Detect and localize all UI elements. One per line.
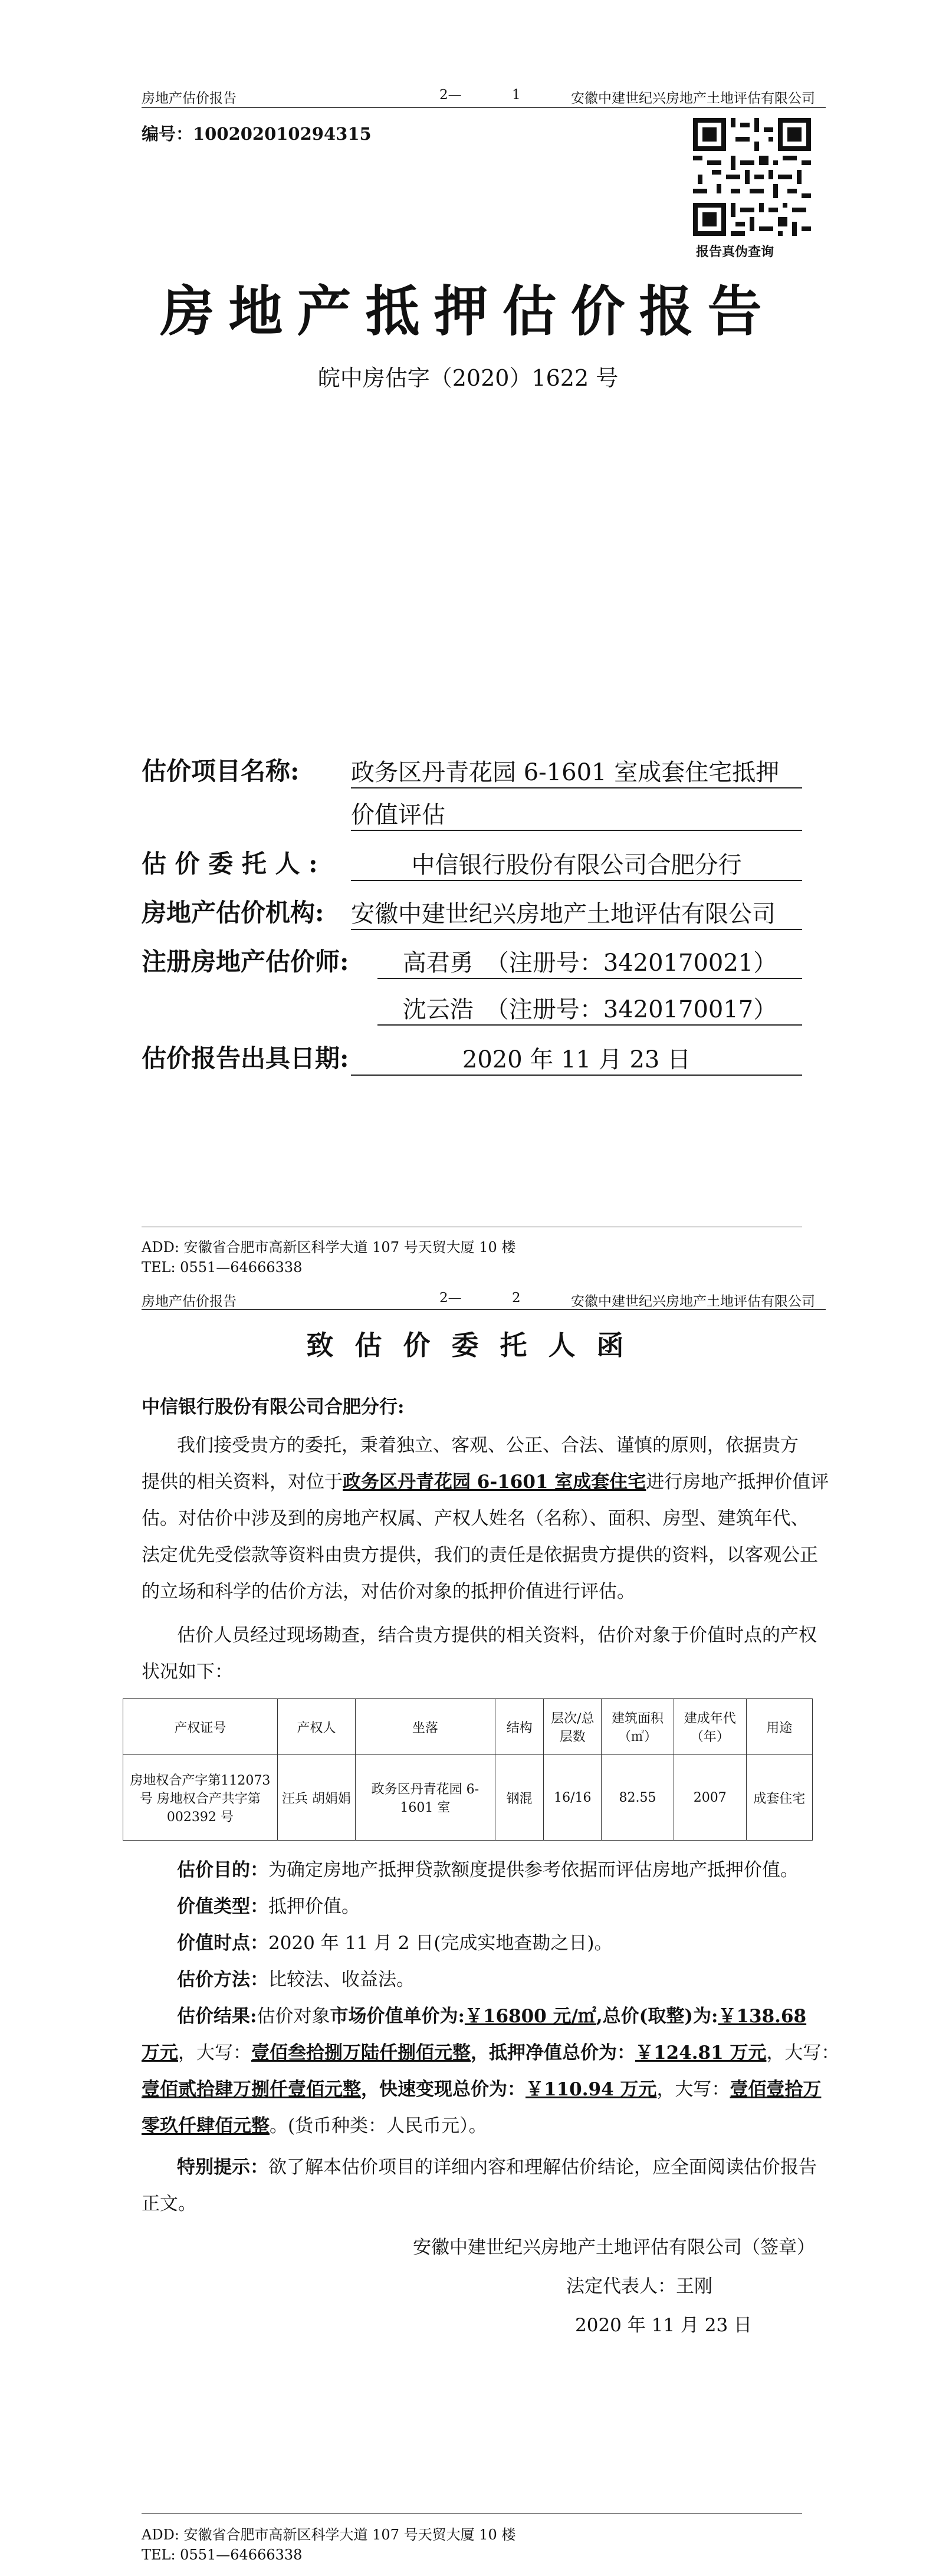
notice-label: 特别提示：: [177, 2157, 268, 2178]
table-header: 坐落: [356, 1699, 495, 1755]
total-price-words: 壹佰叁拾捌万陆仟捌佰元整: [251, 2042, 471, 2064]
addressee: 中信银行股份有限公司合肥分行:: [142, 1397, 405, 1418]
para1-line3: 估。对估价中涉及到的房地产权属、产权人姓名（名称）、面积、房型、建筑年代、: [142, 1508, 809, 1529]
header-right: 安徽中建世纪兴房地产土地评估有限公司: [571, 91, 815, 106]
notice-line2: 正文。: [142, 2193, 196, 2214]
qr-code-icon: [693, 118, 811, 236]
total-price-unit: 万元: [142, 2042, 178, 2064]
report-number: 皖中房估字（2020）1622 号: [317, 365, 619, 391]
footer-tel: TEL: 0551—64666338: [142, 2547, 303, 2563]
result-text: ,总价(取整)为:: [596, 2006, 718, 2027]
project-name-value: 政务区丹青花园 6-1601 室成套住宅抵押: [351, 754, 802, 788]
value-type-line: [177, 1888, 360, 1925]
letter-title: 致 估 价 委 托 人 函: [306, 1329, 630, 1361]
result-text: ，大写：: [766, 2042, 840, 2064]
appraiser-label: 注册房地产估价师:: [142, 947, 349, 976]
table-header: 用途: [746, 1699, 812, 1755]
value-date-value: 2020 年 11 月 2 日(完成实地查勘之日)。: [268, 1933, 613, 1954]
appraiser-1: 高君勇 （注册号：3420170021）: [377, 944, 802, 979]
quick-sale-value: ￥110.94 万元: [526, 2079, 657, 2100]
project-name-label: 估价项目名称:: [142, 757, 300, 786]
property-table: [123, 1698, 813, 1841]
result-text: 市场价值单价为:: [330, 2006, 465, 2027]
table-header: 产权人: [277, 1699, 355, 1755]
value-date-line: [177, 1925, 613, 1961]
purpose-line: [177, 1852, 799, 1888]
result-text: ，快速变现总价为：: [361, 2079, 526, 2100]
table-header: 建成年代（年）: [674, 1699, 746, 1755]
issue-date-value: 2020 年 11 月 23 日: [351, 1041, 802, 1076]
table-cell: 2007: [674, 1755, 746, 1841]
header-rule: [142, 107, 826, 108]
para1-line2-pre: 提供的相关资料，对位于: [142, 1471, 343, 1493]
value-type-label: 价值类型：: [177, 1896, 268, 1917]
purpose-value: 为确定房地产抵押贷款额度提供参考依据而评估房地产抵押价值。: [268, 1859, 799, 1881]
result-line2: [142, 2035, 839, 2071]
header-rule: [142, 1309, 826, 1310]
result-text: ，大写：: [656, 2079, 730, 2100]
table-header-row: [123, 1699, 813, 1755]
para1-line2: [142, 1464, 829, 1500]
table-cell: 钢混: [495, 1755, 544, 1841]
method-value: 比较法、收益法。: [268, 1969, 415, 1990]
result-text: 。(货币种类：人民币元）。: [270, 2115, 487, 2137]
sign-company: 安徽中建世纪兴房地产土地评估有限公司（签章）: [413, 2237, 815, 2258]
table-header: 层次/总层数: [544, 1699, 602, 1755]
header-left: 房地产估价报告: [142, 91, 237, 106]
table-cell: 汪兵 胡娟娟: [277, 1755, 355, 1841]
net-mortgage-value: ￥124.81 万元: [635, 2042, 767, 2064]
agency-label: 房地产估价机构:: [142, 898, 324, 927]
appraiser-2: 沈云浩 （注册号：3420170017）: [377, 991, 802, 1026]
footer-tel: TEL: 0551—64666338: [142, 1259, 303, 1276]
net-value-words: 壹佰贰拾肆万捌仟壹佰元整: [142, 2079, 361, 2100]
result-text: ，大写：: [178, 2042, 251, 2064]
table-cell: 16/16: [544, 1755, 602, 1841]
table-header: 结构: [495, 1699, 544, 1755]
serial-number: 编号：100202010294315: [142, 124, 372, 144]
unit-price: ￥16800 元/㎡: [464, 2006, 596, 2027]
report-title: 房地产抵押估价报告: [160, 280, 776, 343]
para2-line2: 状况如下：: [142, 1661, 233, 1683]
notice-text: 欲了解本估价项目的详细内容和理解估价结论，应全面阅读估价报告: [268, 2157, 817, 2178]
footer-rule: [142, 2513, 802, 2514]
header-page-num: 1: [512, 87, 521, 103]
agency-value: 安徽中建世纪兴房地产土地评估有限公司: [351, 895, 802, 930]
value-type-value: 抵押价值。: [268, 1896, 360, 1917]
client-value: 中信银行股份有限公司合肥分行: [351, 846, 802, 881]
table-row: [123, 1755, 813, 1841]
header-mid: 2—: [439, 87, 462, 103]
qr-caption: 报告真伪查询: [696, 244, 774, 259]
property-location: 政务区丹青花园 6-1601 室成套住宅: [343, 1471, 646, 1493]
quick-sale-words: 壹佰壹拾万: [730, 2079, 822, 2100]
header-mid: 2—: [439, 1290, 462, 1306]
table-cell: 政务区丹青花园 6-1601 室: [356, 1755, 495, 1841]
header-left: 房地产估价报告: [142, 1294, 237, 1309]
result-text: ，抵押净值总价为：: [471, 2042, 635, 2064]
client-label: 估 价 委 托 人 :: [142, 849, 318, 878]
result-line4: [142, 2108, 487, 2144]
footer-address: ADD: 安徽省合肥市高新区科学大道 107 号天贸大厦 10 楼: [142, 1239, 516, 1256]
purpose-label: 估价目的：: [177, 1859, 268, 1881]
result-label: 估价结果:: [177, 2006, 257, 2027]
table-header: 建筑面积（㎡）: [602, 1699, 674, 1755]
sign-date: 2020 年 11 月 23 日: [575, 2315, 753, 2336]
table-cell: 成套住宅: [746, 1755, 812, 1841]
method-label: 估价方法：: [177, 1969, 268, 1990]
project-name-value-cont: 价值评估: [351, 796, 802, 831]
para2-line1: 估价人员经过现场勘查，结合贵方提供的相关资料，估价对象于价值时点的产权: [177, 1625, 817, 1646]
table-cell: 房地权合产字第112073 号 房地权合产共字第002392 号: [123, 1755, 278, 1841]
total-price: ￥138.68: [718, 2006, 807, 2027]
quick-sale-words-cont: 零玖仟肆佰元整: [142, 2115, 270, 2137]
issue-date-label: 估价报告出具日期:: [142, 1044, 349, 1073]
legal-representative: 法定代表人：王刚: [566, 2276, 712, 2297]
para1-line5: 的立场和科学的估价方法，对估价对象的抵押价值进行评估。: [142, 1581, 635, 1602]
header-page-num: 2: [512, 1290, 521, 1306]
header-right: 安徽中建世纪兴房地产土地评估有限公司: [571, 1294, 815, 1309]
method-line: [177, 1961, 415, 1998]
footer-address: ADD: 安徽省合肥市高新区科学大道 107 号天贸大厦 10 楼: [142, 2526, 516, 2543]
para1-line2-post: 进行房地产抵押价值评: [646, 1471, 829, 1493]
notice-line1: [177, 2149, 817, 2186]
result-line3: [142, 2071, 821, 2108]
value-date-label: 价值时点：: [177, 1933, 268, 1954]
para1-line4: 法定优先受偿款等资料由贵方提供，我们的责任是依据贵方提供的资料，以客观公正: [142, 1545, 818, 1566]
result-line1: [177, 1998, 806, 2035]
para1-line1: 我们接受贵方的委托，秉着独立、客观、公正、合法、谨慎的原则，依据贵方: [177, 1435, 799, 1456]
table-header: 产权证号: [123, 1699, 278, 1755]
table-cell: 82.55: [602, 1755, 674, 1841]
result-text: 估价对象: [257, 2006, 330, 2027]
